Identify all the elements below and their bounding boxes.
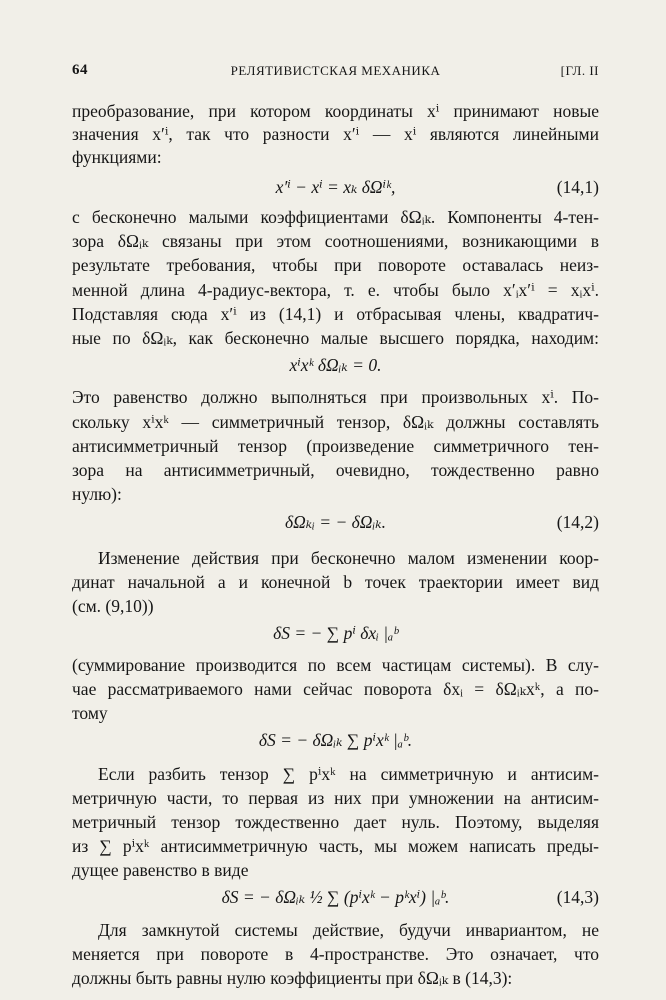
formula: [72, 884, 599, 910]
formula: [72, 620, 599, 646]
formula: [72, 727, 599, 753]
text-line: скольку xⁱxᵏ — симметричный тензор, δΩᵢₖ должны составлять: [72, 412, 599, 432]
text-line: метричную части, то первая из них при умножении на антисим-: [72, 788, 599, 808]
text-line: тому: [72, 703, 108, 723]
text-line: Если разбить тензор ∑ pⁱxᵏ на симметричную и антисим-: [98, 764, 599, 784]
page-number: 64: [72, 62, 88, 78]
chapter-label: [ГЛ. II: [560, 63, 599, 78]
text-line: антисимметричный тензор (произведение симметричного тен-: [72, 436, 599, 456]
text-line: Для замкнутой системы действие, будучи инвариантом, не: [98, 920, 599, 940]
formula-body: δS = − δΩᵢₖ ∑ pⁱxᵏ |ₐᵇ.: [258, 730, 413, 750]
text-line: преобразование, при котором координаты xⁱ принимают новые: [72, 101, 599, 121]
text-line: (суммирование производится по всем частицам системы). В слу-: [72, 655, 599, 675]
text-line: менной длина 4-радиус-вектора, т. е. чтобы было x′ᵢx′ⁱ = xᵢxⁱ.: [72, 280, 599, 300]
text-line: функциями:: [72, 147, 162, 167]
text-line: с бесконечно малыми коэффициентами δΩᵢₖ. Компоненты 4-тен-: [72, 207, 599, 227]
text-line: динат начальной a и конечной b точек траектории имеет вид: [72, 572, 599, 592]
text-line: дущее равенство в виде: [72, 860, 249, 880]
text-line: Подставляя сюда x′ⁱ из (14,1) и отбрасывая члены, квадратич-: [72, 304, 599, 324]
equation-number: (14,1): [556, 177, 599, 197]
text-line: метричный тензор тождественно дает нуль. Поэтому, выделяя: [72, 812, 599, 832]
text-line: зора δΩᵢₖ связаны при этом соотношениями, возникающими в: [72, 231, 599, 251]
formula: [72, 174, 599, 200]
formula-body: xⁱxᵏ δΩᵢₖ = 0.: [289, 355, 382, 375]
text-line: (см. (9,10)): [72, 596, 154, 616]
text-line: результате требования, чтобы при повороте оставалась неиз-: [72, 255, 599, 275]
text-line: должны быть равны нулю коэффициенты при δΩᵢₖ в (14,3):: [72, 968, 513, 988]
formula-body: δS = − ∑ pⁱ δxᵢ |ₐᵇ: [273, 623, 398, 643]
text-line: Изменение действия при бесконечно малом изменении коор-: [98, 548, 599, 568]
text-line: зора на антисимметричный, очевидно, тождественно равно: [72, 460, 599, 480]
equation-number: (14,2): [556, 512, 599, 532]
running-header: [72, 62, 599, 84]
text-line: меняется при повороте в 4-пространстве. Это означает, что: [72, 944, 599, 964]
text-line: нулю):: [72, 484, 122, 504]
text-line: чае рассматриваемого нами сейчас поворота δxᵢ = δΩᵢₖxᵏ, а по-: [72, 679, 599, 699]
text-line: ные по δΩᵢₖ, как бесконечно малые высшего порядка, находим:: [72, 328, 599, 348]
running-title: РЕЛЯТИВИСТСКАЯ МЕХАНИКА: [230, 63, 441, 78]
formula-body: δS = − δΩᵢₖ ½ ∑ (pⁱxᵏ − pᵏxⁱ) |ₐᵇ.: [221, 887, 450, 907]
formula-body: x′ⁱ − xⁱ = xₖ δΩⁱᵏ,: [275, 177, 396, 197]
text-line: Это равенство должно выполняться при произвольных xⁱ. По-: [72, 387, 599, 407]
formula-body: δΩₖᵢ = − δΩᵢₖ.: [284, 512, 386, 532]
formula: [72, 352, 599, 378]
text-line: значения x′ⁱ, так что разности x′ⁱ — xⁱ являются линейными: [72, 124, 599, 144]
equation-number: (14,3): [556, 887, 599, 907]
formula: [72, 509, 599, 535]
text-line: из ∑ pⁱxᵏ антисимметричную часть, мы можем написать преды-: [72, 836, 599, 856]
